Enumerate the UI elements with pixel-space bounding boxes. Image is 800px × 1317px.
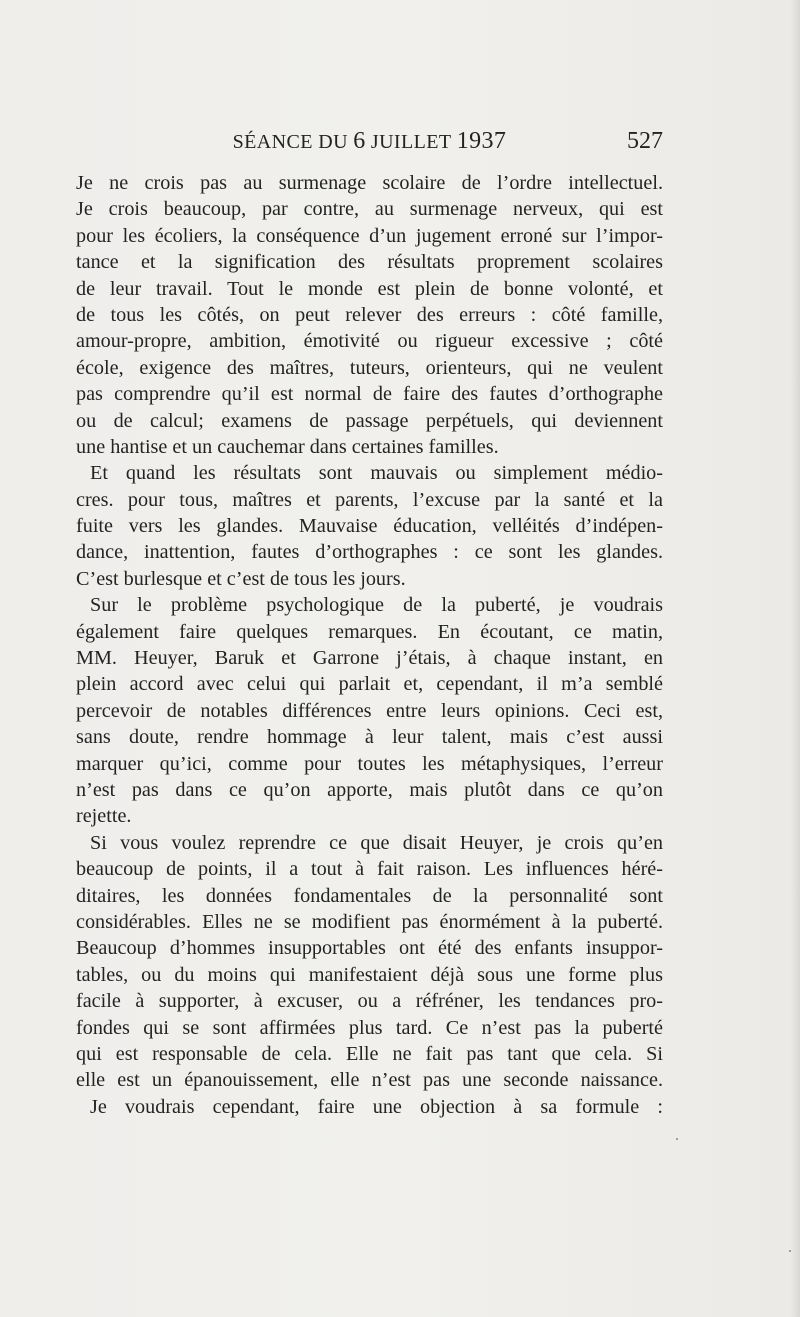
body-text xyxy=(76,170,663,1120)
text-line: Je voudrais cependant, faire une objection à sa formule : xyxy=(90,1095,663,1118)
text-line: Sur le problème psychologique de la puberté, je voudrais xyxy=(90,594,663,617)
text-line: de leur travail. Tout le monde est plein de bonne volonté, et xyxy=(76,277,663,300)
text-line: Je crois beaucoup, par contre, au surmenage nerveux, qui est xyxy=(76,198,663,221)
text-line: facile à supporter, à excuser, ou a réfréner, les tendances pro- xyxy=(76,990,663,1013)
text-line: dance, inattention, fautes d’orthographes : ce sont les glandes. xyxy=(76,541,663,564)
running-head-year: 1937 xyxy=(456,128,507,154)
running-head-month: JUILLET xyxy=(370,131,452,153)
text-line: C’est burlesque et c’est de tous les jours. xyxy=(76,567,406,590)
text-line: amour-propre, ambition, émotivité ou rigueur excessive ; côté xyxy=(76,330,663,353)
text-line: tables, ou du moins qui manifestaient déjà sous une forme plus xyxy=(76,963,663,986)
text-line: plein accord avec celui qui parlait et, cependant, il m’a semblé xyxy=(76,673,663,696)
paper-speck xyxy=(789,1250,791,1252)
text-line: Si vous voulez reprendre ce que disait Heuyer, je crois qu’en xyxy=(90,831,663,854)
text-line: Et quand les résultats sont mauvais ou simplement médio- xyxy=(90,462,663,485)
text-line: de tous les côtés, on peut relever des erreurs : côté famille, xyxy=(76,303,663,326)
running-head-day: 6 xyxy=(353,128,366,154)
running-head-title xyxy=(76,128,663,155)
text-line: sans doute, rendre hommage à leur talent, mais c’est aussi xyxy=(76,726,663,749)
text-line: beaucoup de points, il a tout à fait raison. Les influences héré- xyxy=(76,858,663,881)
text-line: elle est un épanouissement, elle n’est pas une seconde naissance. xyxy=(76,1069,663,1092)
text-line: fuite vers les glandes. Mauvaise éducation, velléités d’indépen- xyxy=(76,515,663,538)
text-line: considérables. Elles ne se modifient pas énormément à la puberté. xyxy=(76,910,663,933)
text-line: percevoir de notables différences entre leurs opinions. Ceci est, xyxy=(76,699,663,722)
text-line: fondes qui se sont affirmées plus tard. Ce n’est pas la puberté xyxy=(76,1016,663,1039)
text-line: Je ne crois pas au surmenage scolaire de l’ordre intellectuel. xyxy=(76,172,663,194)
text-line: pour les écoliers, la conséquence d’un jugement erroné sur l’impor- xyxy=(76,224,663,247)
running-head xyxy=(76,128,663,158)
text-line: qui est responsable de cela. Elle ne fait pas tant que cela. Si xyxy=(76,1042,663,1065)
text-line: MM. Heuyer, Baruk et Garrone j’étais, à chaque instant, en xyxy=(76,647,663,670)
text-line: rejette. xyxy=(76,805,132,828)
text-line: cres. pour tous, maîtres et parents, l’excuse par la santé et la xyxy=(76,488,663,511)
page-edge-shadow xyxy=(790,0,800,1317)
running-head-seance: SÉANCE DU xyxy=(232,131,348,153)
text-line: pas comprendre qu’il est normal de faire des fautes d’orthographe xyxy=(76,383,663,406)
text-line: marquer qu’ici, comme pour toutes les métaphysiques, l’erreur xyxy=(76,752,663,775)
text-line: ditaires, les données fondamentales de la personnalité sont xyxy=(76,884,663,907)
text-line: Beaucoup d’hommes insupportables ont été des enfants insuppor- xyxy=(76,937,663,960)
text-line: ou de calcul; examens de passage perpétuels, qui deviennent xyxy=(76,409,663,432)
text-line: également faire quelques remarques. En écoutant, ce matin, xyxy=(76,620,663,643)
text-line: une hantise et un cauchemar dans certaines familles. xyxy=(76,435,499,458)
paper-speck xyxy=(676,1138,678,1140)
text-line: tance et la signification des résultats proprement scolaires xyxy=(76,251,663,274)
page-number: 527 xyxy=(627,128,663,154)
text-line: n’est pas dans ce qu’on apporte, mais plutôt dans ce qu’on xyxy=(76,778,663,801)
text-line: école, exigence des maîtres, tuteurs, orienteurs, qui ne veulent xyxy=(76,356,663,379)
